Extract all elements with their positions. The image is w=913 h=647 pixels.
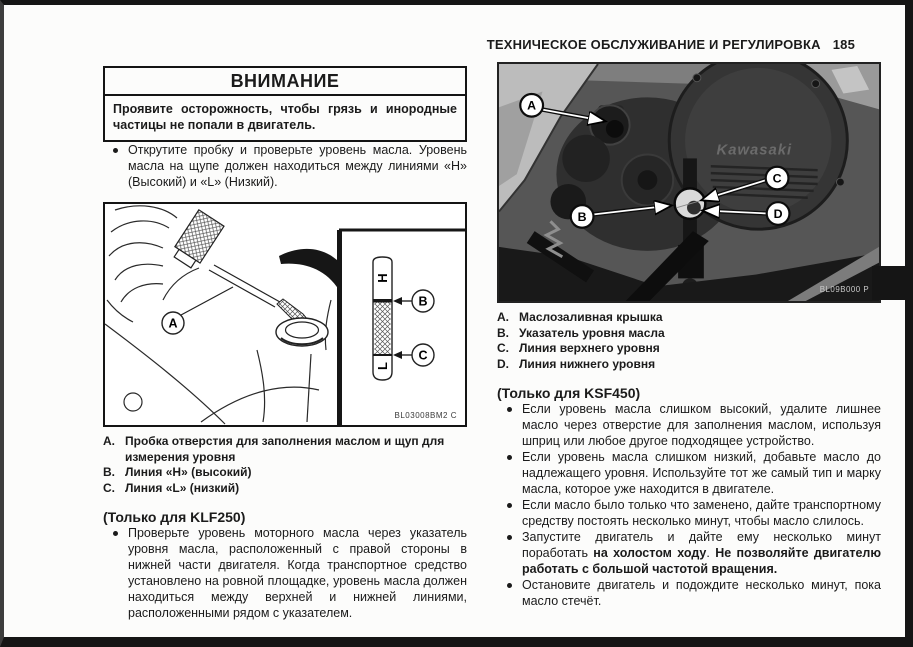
callout-c-letter: C — [772, 171, 782, 186]
callout-b — [393, 290, 434, 312]
dipstick-drawing — [105, 204, 465, 425]
list-item — [522, 529, 881, 577]
caption-key: A. — [103, 434, 115, 448]
warning-body: Проявите осторожность, чтобы грязь и инородные частицы не попали в двигатель. — [113, 102, 457, 132]
callout-b-letter: B — [577, 209, 587, 224]
list-item: Открутите пробку и проверьте уровень масла. Уровень масла на щупе должен находиться между линиями «H» (Высокий) и «L» (Низкий). — [128, 143, 467, 189]
section-thumb-tab — [872, 266, 905, 300]
swoosh-stroke — [279, 249, 339, 290]
right-column — [497, 62, 881, 609]
caption-row — [103, 465, 467, 481]
caption-row — [497, 310, 881, 326]
caption-text: Указатель уровня масла — [519, 325, 665, 340]
caption-key: B. — [497, 325, 509, 340]
dipstick — [170, 210, 313, 330]
caption-row — [103, 434, 467, 465]
ksf450-list — [497, 401, 881, 609]
header-title: ТЕХНИЧЕСКОЕ ОБСЛУЖИВАНИЕ И РЕГУЛИРОВКА — [486, 37, 821, 52]
high-mark: H — [375, 273, 390, 283]
dipstick-inset — [337, 230, 465, 425]
caption-text: Линия «H» (высокий) — [125, 465, 252, 479]
ksf450-heading: (Только для KSF450) — [497, 385, 641, 401]
caption-row — [497, 326, 881, 342]
bullet-text-normal: . — [706, 546, 716, 560]
caption-row — [103, 481, 467, 497]
klf250-list — [103, 525, 467, 621]
callout-a — [520, 94, 543, 117]
bullet-text-bold: на холостом ходу — [593, 546, 707, 560]
left-column — [103, 66, 467, 621]
intro-list — [103, 142, 467, 190]
callout-a — [162, 287, 233, 334]
list-item: Если уровень масла слишком низкий, добавьте масло до надлежащего уровня. Используйте тот же самый тип и марку масла, которое уже находится в двигателе. — [522, 450, 881, 496]
caption-row — [497, 341, 881, 357]
callout-c-letter: C — [418, 348, 428, 363]
bullet-text-bold: Не позволяйте двигателю работать с большой частотой вращения. — [522, 546, 882, 576]
callout-a-letter: A — [527, 98, 537, 113]
caption-key: C. — [103, 480, 115, 495]
caption-key: B. — [103, 465, 115, 479]
caption-key: C. — [497, 341, 509, 355]
oil-filler-hole — [276, 318, 328, 346]
warning-box — [103, 66, 467, 142]
caption-text: Пробка отверстия для заполнения маслом и щуп для измерения уровня — [125, 434, 445, 464]
dipstick-figure — [103, 202, 467, 427]
page-number: 185 — [832, 37, 855, 52]
engine-photo-art — [499, 64, 879, 301]
callout-c — [766, 167, 789, 190]
callout-b-letter: B — [418, 294, 428, 309]
callout-d-letter: D — [773, 206, 783, 221]
callout-a-letter: A — [168, 316, 178, 331]
caption-text: Маслозаливная крышка — [519, 310, 663, 324]
warning-title: ВНИМАНИЕ — [105, 68, 465, 96]
caption-row — [497, 357, 881, 373]
photo-captions — [497, 310, 881, 372]
list-item: Если уровень масла слишком высокий, удалите лишнее масло через отверстие для заполнения маслом, используя шприц или любое другое подходящее устройство. — [522, 402, 881, 448]
list-item: Если масло было только что заменено, дайте транспортному средству постоять несколько минут, чтобы масло слилось. — [522, 498, 881, 528]
list-item: Проверьте уровень моторного масла через указатель уровня масла, расположенный с правой стороны в нижней части двигателя. Когда транспортное средство установлено на ровной площадке, уровень масла должен находиться между верхней и нижней линиями, расположенными рядом с указателем. — [128, 526, 467, 620]
caption-text: Линия верхнего уровня — [519, 341, 660, 355]
low-mark: L — [375, 362, 390, 370]
caption-text: Линия нижнего уровня — [519, 356, 656, 371]
bullet-text-normal: Запустите двигатель и дайте ему несколько минут поработать — [522, 530, 881, 560]
caption-key: A. — [497, 310, 509, 324]
list-item: Остановите двигатель и подождите несколько минут, пока масло стечёт. — [522, 578, 881, 608]
callout-b — [571, 205, 594, 228]
caption-text: Линия «L» (низкий) — [125, 480, 240, 495]
callout-d — [767, 202, 790, 225]
figure-code: BL03008BM2 C — [394, 411, 457, 420]
figure-captions — [103, 434, 467, 496]
page-header — [487, 37, 855, 52]
engine-photo — [497, 62, 881, 303]
caption-key: D. — [497, 356, 509, 371]
brand-text: Kawasaki — [716, 142, 793, 159]
klf250-heading: (Только для KLF250) — [103, 509, 246, 525]
callout-c — [393, 344, 434, 366]
photo-code: BL09B000 P — [819, 285, 870, 295]
